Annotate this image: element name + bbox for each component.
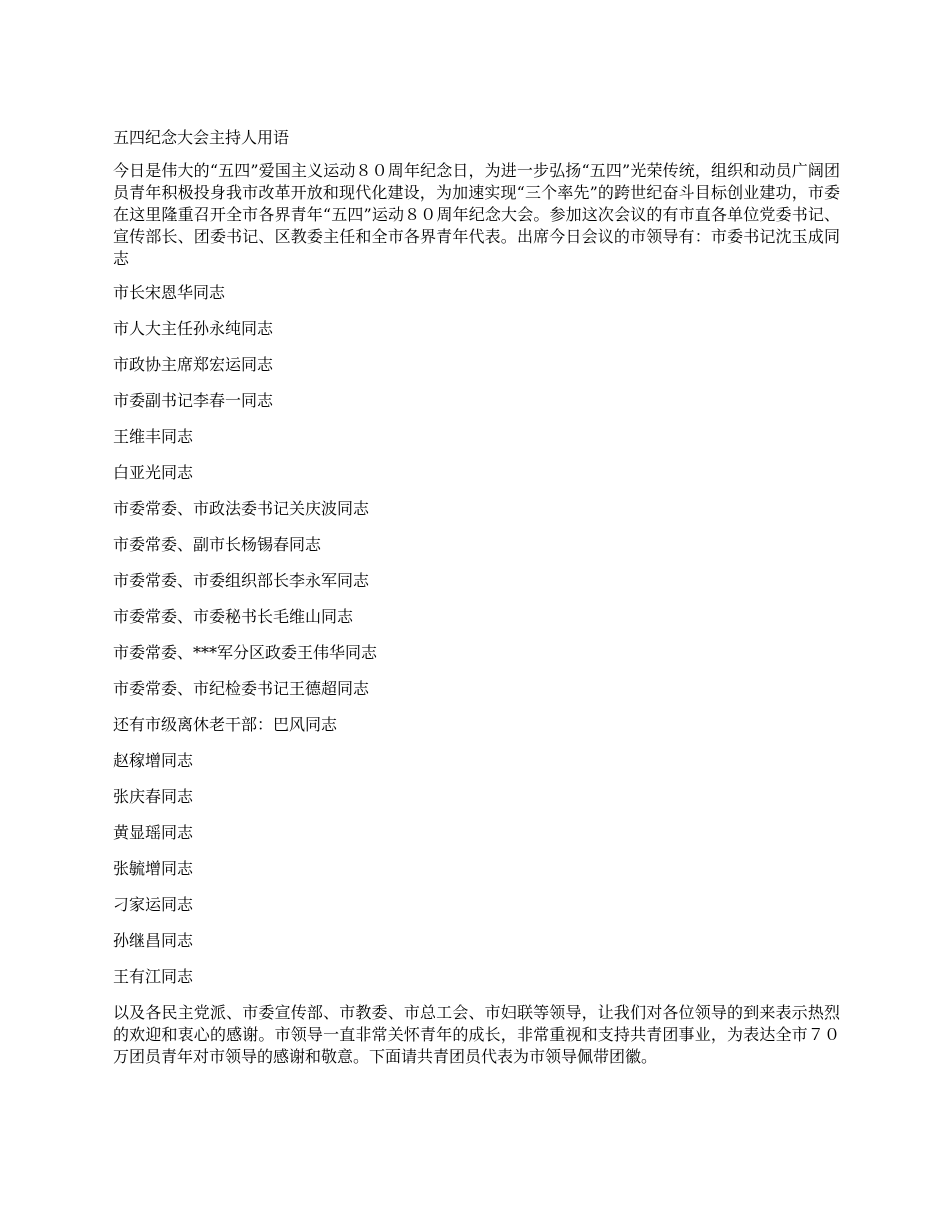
attendee-line: 张毓增同志 <box>113 859 194 878</box>
attendee-line: 孙继昌同志 <box>113 931 194 950</box>
document-title: 五四纪念大会主持人用语 <box>113 128 290 147</box>
attendee-line: 刁家运同志 <box>113 895 194 914</box>
attendee-line: 市委常委、市委秘书长毛维山同志 <box>113 607 354 626</box>
closing-paragraph: 以及各民主党派、市委宣传部、市教委、市总工会、市妇联等领导，让我们对各位领导的到来表示热烈的欢迎和衷心的感谢。市领导一直非常关怀青年的成长，非常重视和支持共青团事业，为表达全市７０万团员青年对市领导的感谢和敬意。下面请共青团员代表为市领导佩带团徽。 <box>113 1003 840 1066</box>
attendee-line: 市长宋恩华同志 <box>113 283 226 302</box>
intro-paragraph: 今日是伟大的“五四”爱国主义运动８０周年纪念日，为进一步弘扬“五四”光荣传统，组织和动员广阔团员青年积极投身我市改革开放和现代化建设，为加速实现“三个率先”的跨世纪奋斗目标创业建功，市委在这里隆重召开全市各界青年“五四”运动８０周年纪念大会。参加这次会议的有市直各单位党委书记、宣传部长、团委书记、区教委主任和全市各界青年代表。出席今日会议的市领导有：市委书记沈玉成同志 <box>113 161 840 268</box>
attendee-line: 白亚光同志 <box>113 463 194 482</box>
document-body <box>113 127 840 1080</box>
attendee-line: 市人大主任孙永纯同志 <box>113 319 274 338</box>
attendee-line: 赵稼增同志 <box>113 751 194 770</box>
attendee-line: 市委常委、市委组织部长李永军同志 <box>113 571 370 590</box>
attendee-line: 黄显瑶同志 <box>113 823 194 842</box>
attendee-line: 市委常委、市政法委书记关庆波同志 <box>113 499 370 518</box>
attendee-line: 市委常委、市纪检委书记王德超同志 <box>113 679 370 698</box>
attendee-line: 王有江同志 <box>113 967 194 986</box>
attendee-line: 市委常委、副市长杨锡春同志 <box>113 535 322 554</box>
attendee-line: 张庆春同志 <box>113 787 194 806</box>
attendee-line: 王维丰同志 <box>113 427 194 446</box>
attendee-line: 市委副书记李春一同志 <box>113 391 274 410</box>
attendee-line: 还有市级离休老干部：巴风同志 <box>113 715 338 734</box>
attendee-line: 市委常委、***军分区政委王伟华同志 <box>113 643 378 662</box>
attendee-line: 市政协主席郑宏运同志 <box>113 355 274 374</box>
